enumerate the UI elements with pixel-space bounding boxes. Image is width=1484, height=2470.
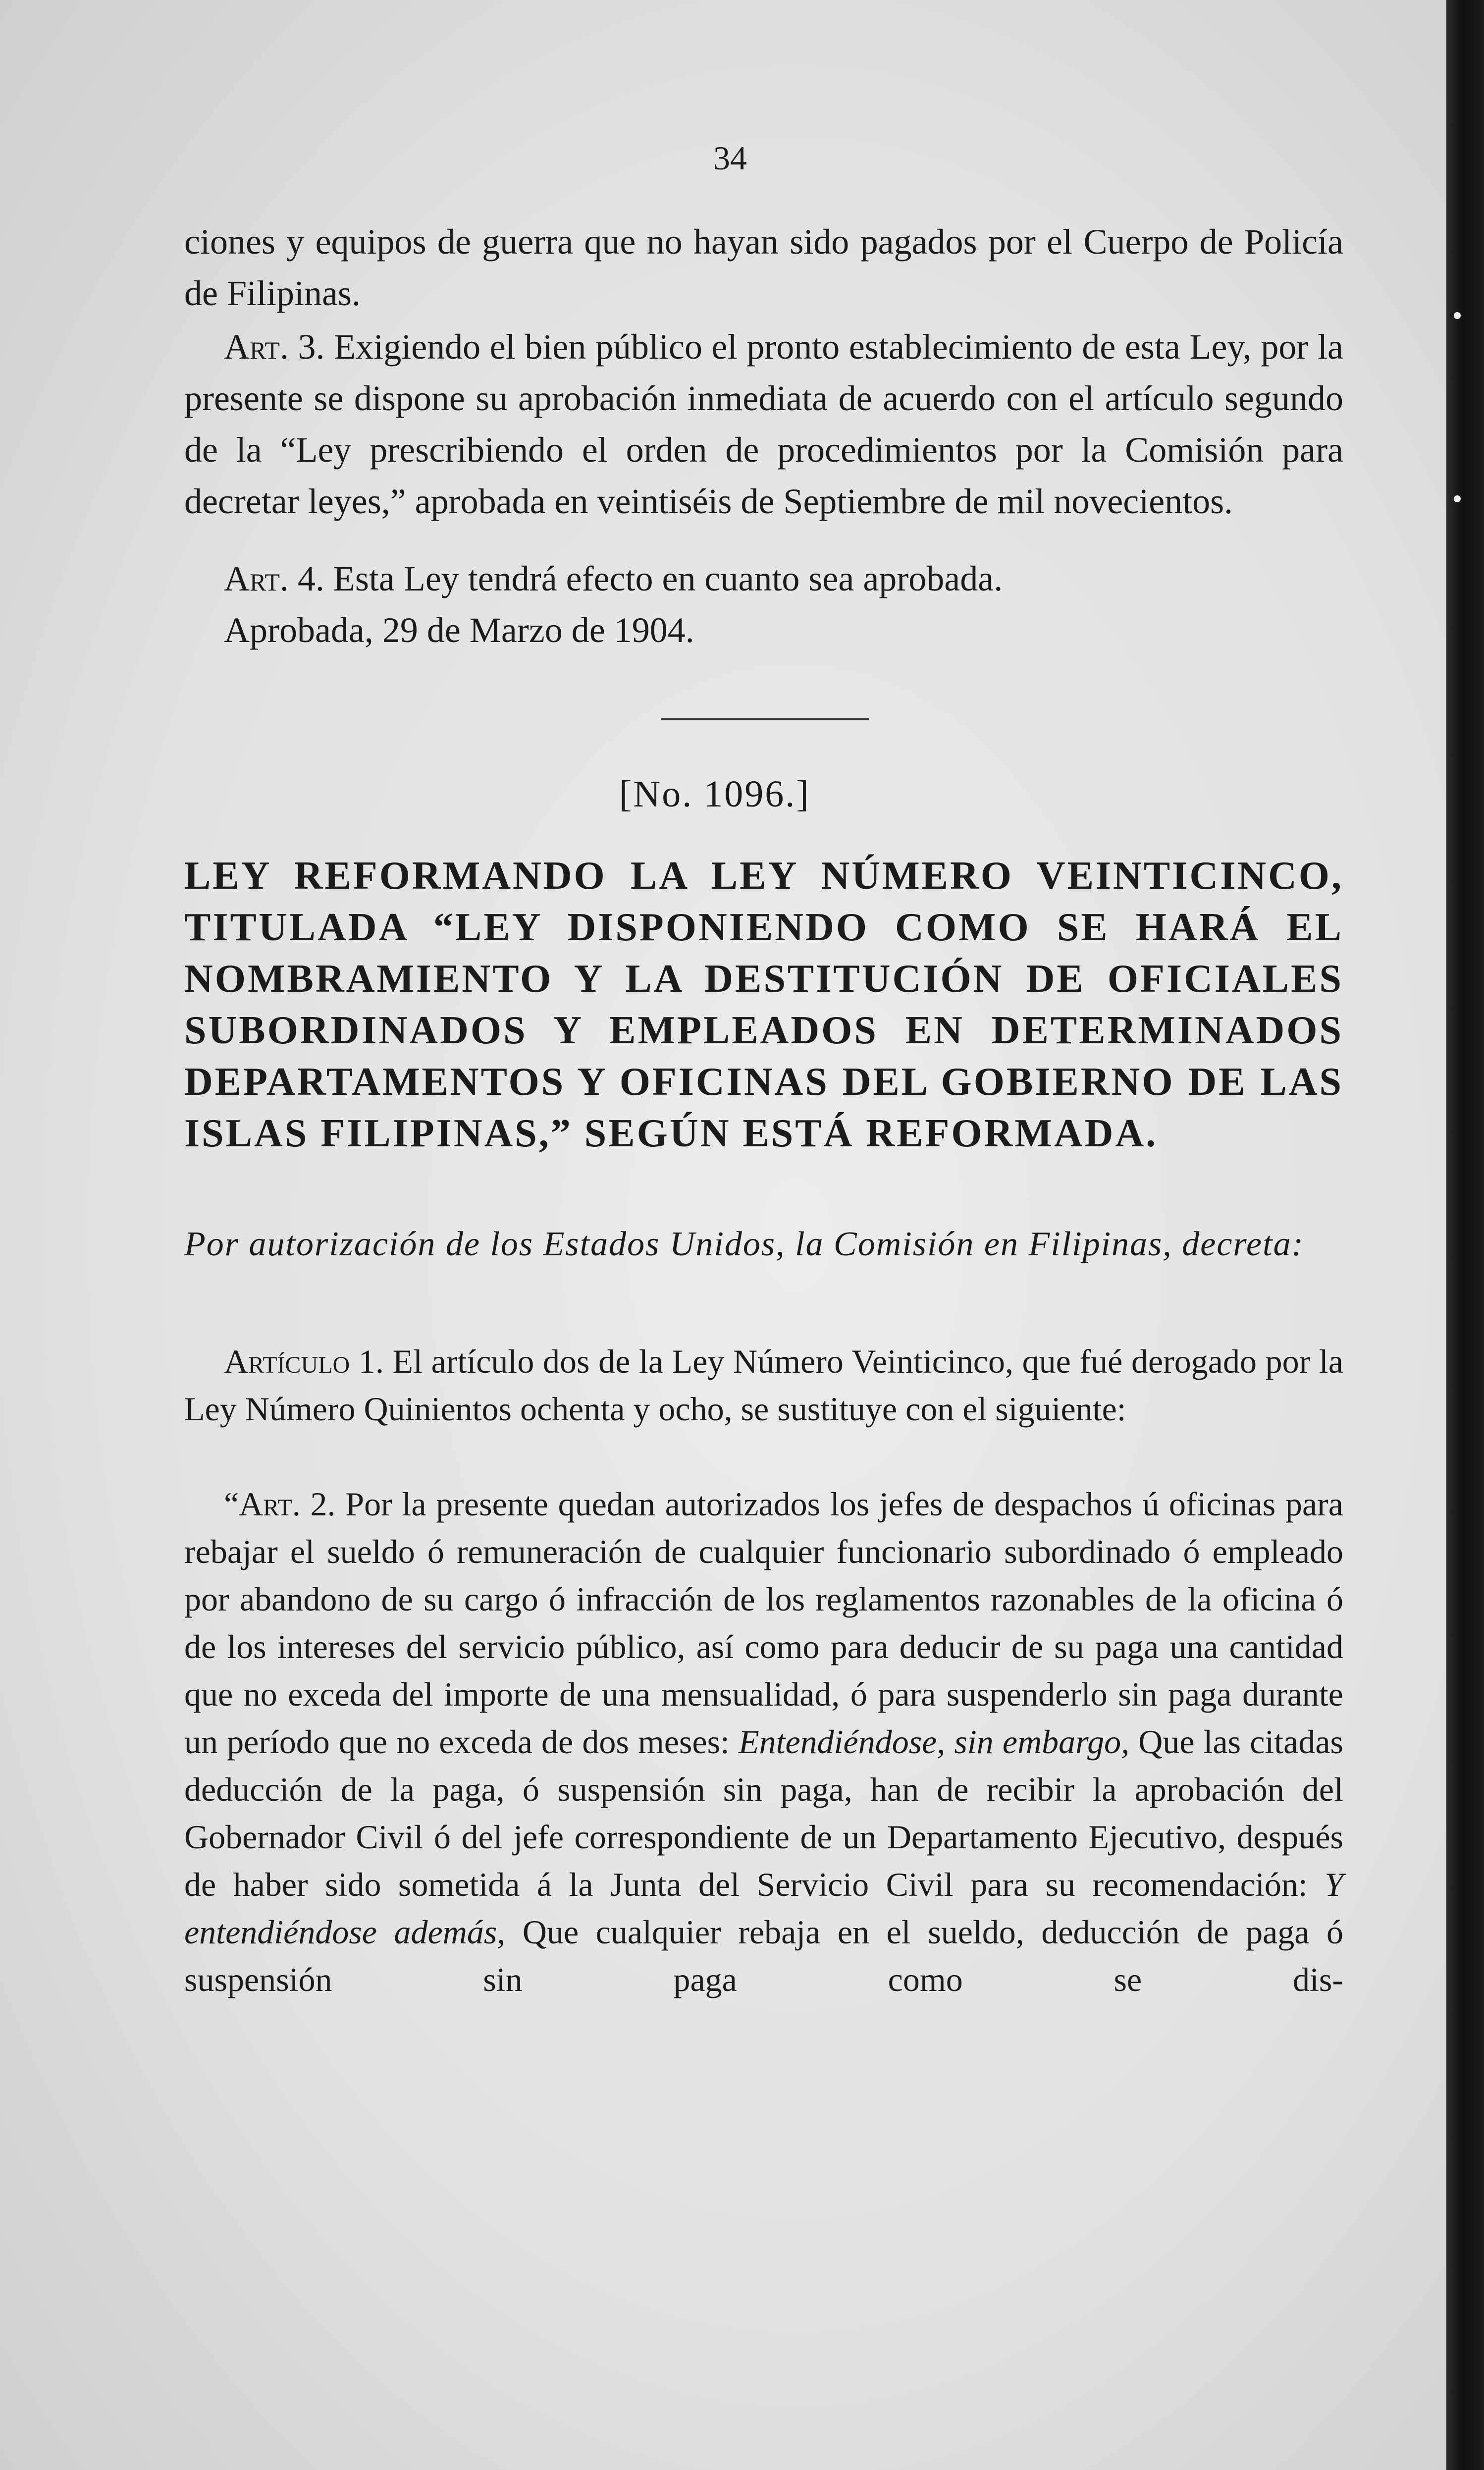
enacting-clause: Por autorización de los Estados Unidos, la Comisión en Filipinas, decreta: [184, 1225, 1304, 1263]
article-4-label: Art. 4. [224, 559, 324, 598]
article-4-text: Esta Ley tendrá efecto en cuanto sea aprobada. [333, 559, 1003, 598]
book-spine-edge [1446, 0, 1484, 2470]
page-number: 34 [713, 139, 747, 177]
law-title: LEY REFORMANDO LA LEY NÚMERO VEINTICINCO, TITULADA “LEY DISPONIENDO COMO SE HARÁ EL NOMBRAMIENTO Y LA DESTITUCIÓN DE OFICIALES SUBORDINADOS Y EMPLEADOS EN DETERMINADOS DEPARTAMENTOS Y OFICINAS DEL GOBIERNO DE LAS ISLAS FILIPINAS,” SEGÚN ESTÁ REFORMADA. [184, 854, 1343, 1155]
article-4-paragraph [184, 553, 1343, 604]
section-divider [661, 718, 869, 720]
edge-speck [1454, 312, 1461, 319]
article-1-label: Artículo 1. [224, 1342, 384, 1380]
article-2-text-a: Por la presente quedan autorizados los jefes de despachos ú oficinas para rebajar el sueldo ó remuneración de cualquier funcionario subordinado ó empleado por abandono de su cargo ó infracción de los reglamentos razonables de la oficina ó de los intereses del servicio público, así como para deducir de su paga una cantidad que no exceda del importe de una mensualidad, ó para suspenderlo sin paga durante un período que no exceda de dos meses: [184, 1485, 1343, 1761]
article-2-text-c: Que cualquier rebaja en el sueldo, deducción de paga ó suspensión sin paga como se dis- [184, 1913, 1344, 1998]
article-2-proviso-2: Y entendiéndose además, [184, 1866, 1344, 1951]
article-3-paragraph [184, 321, 1343, 527]
article-1-paragraph [184, 1338, 1343, 1433]
article-2-text-b: Que las citadas deducción de la paga, ó suspensión sin paga, han de recibir la aprobación del Gobernador Civil ó del jefe correspondiente de un Departamento Ejecutivo, después de haber sido sometida á la Junta del Servicio Civil para su recomendación: [184, 1723, 1344, 1903]
article-2-paragraph [184, 1480, 1343, 2003]
article-2-label: “Art. 2. [224, 1485, 336, 1523]
continuation-paragraph: ciones y equipos de guerra que no hayan sido pagados por el Cuerpo de Policía de Filipinas. [184, 222, 1343, 313]
law-number: [No. 1096.] [619, 773, 810, 815]
edge-speck [1454, 495, 1461, 502]
approval-date: Aprobada, 29 de Marzo de 1904. [224, 610, 694, 650]
article-3-text: Exigiendo el bien público el pronto establecimiento de esta Ley, por la presente se dispone su aprobación inmediata de acuerdo con el artículo segundo de la “Ley prescribiendo el orden de procedimientos por la Comisión para decretar leyes,” aprobada en veintiséis de Septiembre de mil novecientos. [184, 327, 1344, 521]
article-2-proviso-1: Entendiéndose, sin embargo, [739, 1723, 1130, 1761]
article-3-label: Art. 3. [224, 327, 325, 367]
article-1-text: El artículo dos de la Ley Número Veinticinco, que fué derogado por la Ley Número Quinientos ochenta y ocho, se sustituye con el siguiente: [184, 1342, 1344, 1428]
